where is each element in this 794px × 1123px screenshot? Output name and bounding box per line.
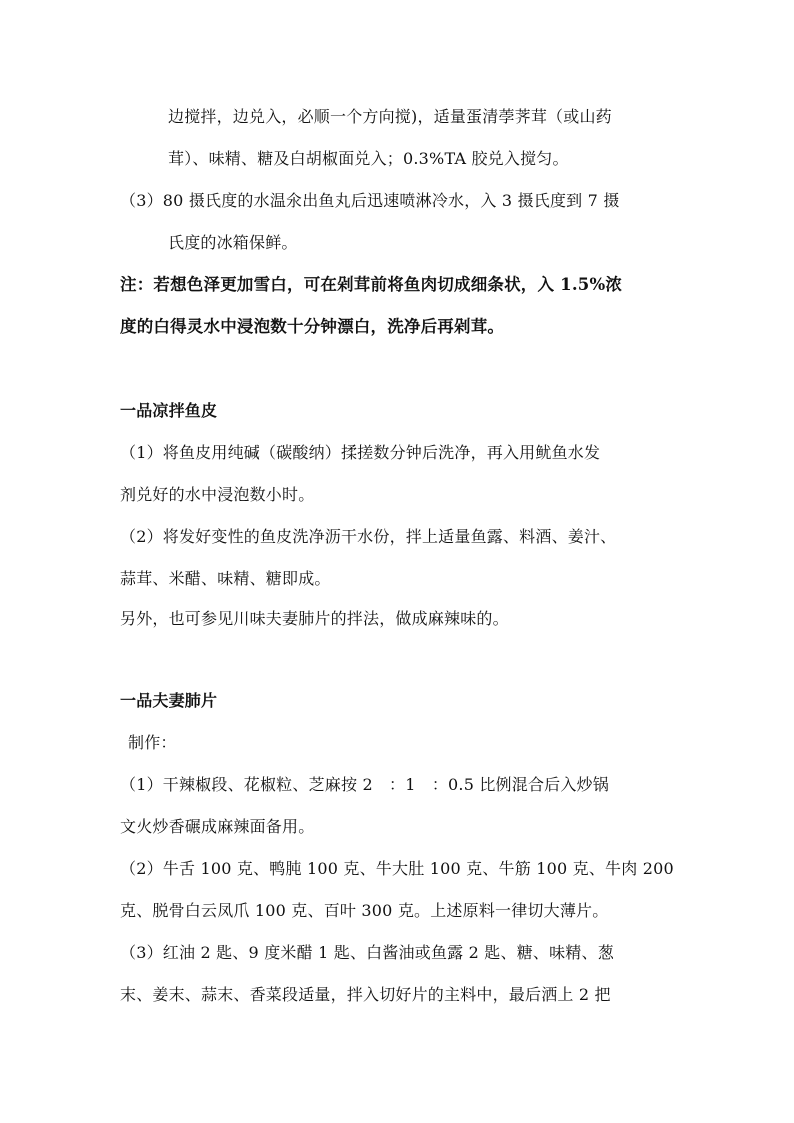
step-3-line: （3）80 摄氏度的水温氽出鱼丸后迅速喷淋冷水，入 3 摄氏度到 7 摄 xyxy=(120,191,620,210)
step-2-line-cont: 蒜茸、米醋、味精、糖即成。 xyxy=(120,569,331,588)
step-3-line-cont: 氏度的冰箱保鲜。 xyxy=(168,233,298,252)
step-1-line: （1）将鱼皮用纯碱（碳酸纳）揉搓数分钟后洗净，再入用鱿鱼水发 xyxy=(120,443,601,462)
paragraph-line: 边搅拌，边兑入，必顺一个方向搅)，适量蛋清荸荠茸（或山药 xyxy=(168,107,612,126)
step-1-line-cont: 剂兑好的水中浸泡数小时。 xyxy=(120,485,315,504)
note-line-cont: 度的白得灵水中浸泡数十分钟漂白，洗净后再剁茸。 xyxy=(120,317,505,336)
extra-note: 另外，也可参见川味夫妻肺片的拌法，做成麻辣味的。 xyxy=(120,609,509,628)
step-1-line: （1）干辣椒段、花椒粒、芝麻按 2 ：1 ：0.5 比例混合后入炒锅 xyxy=(120,775,609,794)
step-3-line-cont: 末、姜末、蒜末、香菜段适量，拌入切好片的主料中，最后洒上 2 把 xyxy=(120,985,611,1004)
step-1-line-cont: 文火炒香碾成麻辣面备用。 xyxy=(120,817,315,836)
make-label: 制作： xyxy=(128,733,177,752)
step-2-line: （2）牛舌 100 克、鸭肫 100 克、牛大肚 100 克、牛筋 100 克、牛肉 200 xyxy=(120,859,674,878)
section-title: 一品夫妻肺片 xyxy=(120,691,218,710)
note-line: 注：若想色泽更加雪白，可在剁茸前将鱼肉切成细条状，入 1.5%浓 xyxy=(120,275,623,294)
paragraph-line: 茸）、味精、糖及白胡椒面兑入；0.3%TA 胶兑入搅匀。 xyxy=(168,149,569,168)
section-title: 一品凉拌鱼皮 xyxy=(120,401,218,420)
step-3-line: （3）红油 2 匙、9 度米醋 1 匙、白酱油或鱼露 2 匙、糖、味精、葱 xyxy=(120,943,614,962)
step-2-line: （2）将发好变性的鱼皮洗净沥干水份，拌上适量鱼露、料酒、姜汁、 xyxy=(120,527,617,546)
step-2-line-cont: 克、脱骨白云凤爪 100 克、百叶 300 克。上述原料一律切大薄片。 xyxy=(120,901,609,920)
